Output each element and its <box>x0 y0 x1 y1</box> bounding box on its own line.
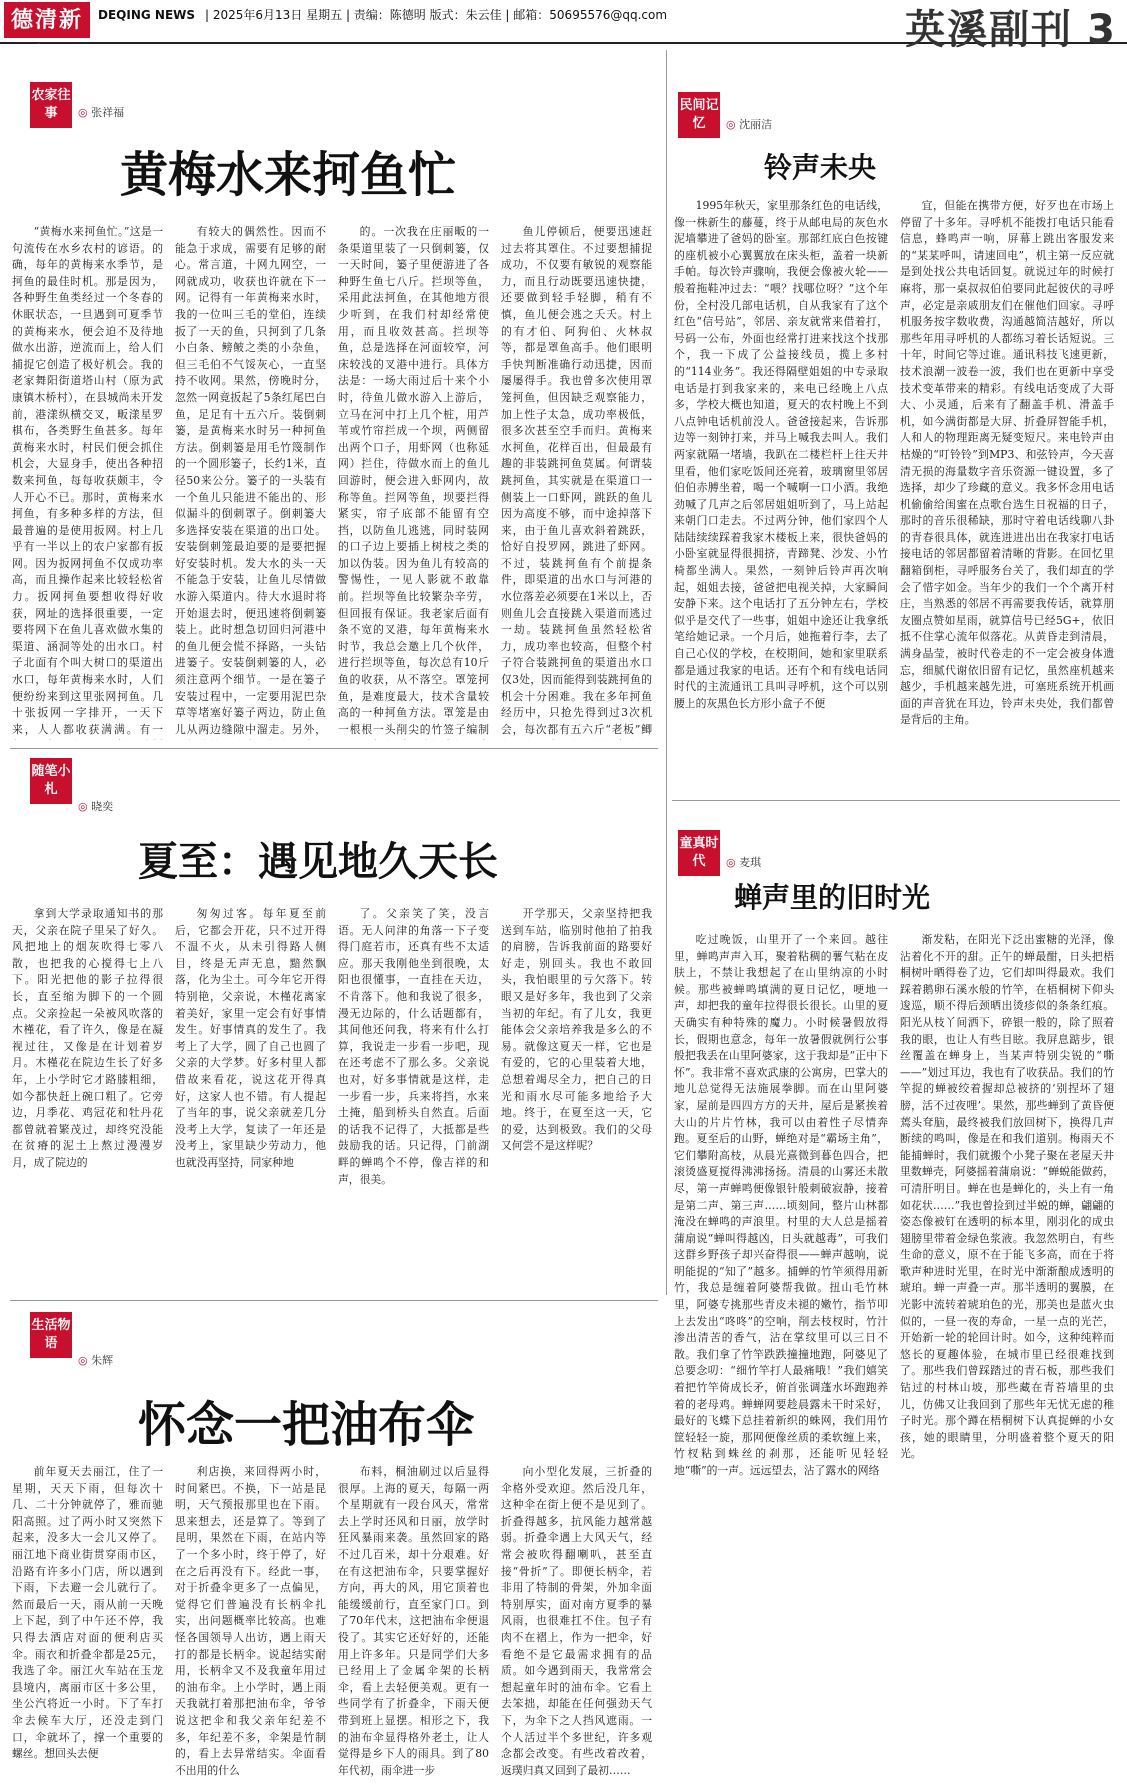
page-number: 3 <box>1087 7 1117 53</box>
section-header <box>905 0 1117 55</box>
article-summer-solstice <box>10 754 658 1294</box>
article-fishing <box>10 78 658 740</box>
article-column: 的。一次我在庄丽畈的一条渠道里装了一只倒刺篓，仅一天时间，篓子里便游进了各种野生鱼七八斤。拦坝等鱼，采用此法抲鱼，在其他地方很少听到，在我们村却经常使用，而且收效甚高。拦坝等鱼，总是选择在河面较窄，河床较浅的叉港中进行。具体方法是：一场大雨过后十来个小时，待鱼儿做水游入上游后，立马在河中打上几个桩，用芦苇或竹帘拦成一个坝，两侧留出两个口子，用虾网（也称延网）拦住，待做水而上的鱼儿回游时，便会进入虾网内，故称等鱼。拦网等鱼，坝要拦得紧实，帘子底部不能留有空挡，以防鱼儿逃逃，同时装网的口子边上要插上树枝之类的加以伪装。因为鱼儿有较高的警惕性，一见人影就不敢靠前。拦坝等鱼比较繁杂辛劳，但回报有保证。我老家后面有条不宽的叉港，每年黄梅来水时节，我总会邀上几个伙伴，进行拦坝等鱼，每次总有10斤鱼的收获，从不落空。罩笼抲鱼，是难度最大，技术含量较高的一种抲鱼方法。罩笼是由一根根一头削尖的竹签子编制 <box>338 225 489 736</box>
article-column: 匆匆过客。每年夏至前后，它都会开花，只不过开得不温不火，从未引得路人侧目，终是无声无息，黯然飘落，化为尘土。可今年它开得特别艳，父亲说，木槿花离家着美好，家里一定会有好事情发生。好事情真的发生了。我考上了大学，圆了自己也圆了父亲的大学梦。好多村里人都借故来看花，说这花开得真好，这家人也不错。有人提起了当年的事，说父亲就差几分没考上大学，复读了一年还是没考上，家里缺少劳动力，他也就没再坚持，同家种地 <box>175 907 326 1169</box>
article-column: 鱼儿停顿后，便要迅速赶过去将其罩住。不过要想捕捉成功，不仅要有敏锐的观察能力，而且行动既要迅速快捷，还要做到轻手轻脚，稍有不慎，鱼儿便会逃之夭夭。村上的有才伯、阿狗伯、火林叔等，都是罩鱼高手。他们眼明手快判断准确行动迅捷，因而屡屡得手。我也曾多次使用罩笼抲鱼，但因缺乏观察能力，加上性子太急，成功率极低，很多次甚至空手而归。黄梅来水抲鱼，花样百出，但最最有趣的非装跳抲鱼莫属。何谓装跳抲鱼，其实就是在渠道口一侧装上一口虾网，跳跃的鱼儿因为高度不够，而中途掉落下来，由于鱼儿喜欢斜着跳跃，恰好自投罗网，跳进了虾网。不过，装跳抲鱼有个前提条件，即渠道的出水口与河港的水位落差必须要在1米以上，否则鱼儿会直接跳入渠道而逃过一劫。装跳抲鱼虽然轻松省力，成功率也较高，但整个村子符合装跳抲鱼的渠道出水口仅3处，因而能得到装跳抲鱼的机会十分困难。我在多年抲鱼经历中，只抢先得到过3次机会，每次都有五六斤“老板”鲫 <box>501 225 652 736</box>
column-tag: 民间记忆 <box>678 92 720 138</box>
article-ringtone <box>672 78 1120 792</box>
column-tag: 随笔小札 <box>30 758 72 804</box>
section-name: 英溪副刊 <box>905 7 1074 53</box>
article-title: 黄梅水来抲鱼忙 <box>120 147 457 203</box>
masthead-info <box>98 6 667 23</box>
article-column: 渐发粘，在阳光下泛出蜜糖的光泽，像沾着化不开的甜。正午的蝉最酣，日头把梧桐树叶晒得卷了边，它们却叫得最欢。我们踩着鹅卵石溪水般的竹竿，在梧桐树下仰头逡巡，顺不得后颈晒出烫疹似的条条红痕。阳光从枝丫间洒下，碎银一般的，除了照着我的眼，也让人有些目眩。我屏息踮步，银丝覆盖在蝉身上，当某声特别尖锐的“嘶——”划过耳边，我也有了收获品。我们的竹竿捉的蝉被绞着握却总被挤的‘别捏坏了翅膀，活不过夜哩’。果然，那些蝉到了黄昏便蔫头耷脑，最终被我们放回树下，换得几声断续的鸣叫，像是在和我们道别。梅雨天不能捕蝉时，我们就搬个小凳子聚在老屋天井里数蝉壳，阿婆摇着蒲扇说：“蝉蜕能做药，可清肝明目。蝉在也是蝉化的，头上有一角如花状……”我也曾捡到过半蜕的蝉，翩翩的姿态像被钉在透明的标本里，刚羽化的成虫翅膀里带着金绿色浆液。我忽然明白，有些生命的意义，原不在于能飞多高，而在于将歌声种进时光里，在时光中渐渐酿成透明的琥珀。蝉一声叠一声。那半透明的翼膜，在光影中流转着琥珀色的光，那美也是蓝火虫似的，一昼一夜的寿命，一星一点的光芒，开始新一轮的轮回计时。如今，这种纯粹而悠长的夏趣体验，在城市里已经很难找到了。那些我们曾踩踏过的青石板，那些我们钻过的村林山坡，那些藏在青苔墙里的虫儿，仿佛又让我回到了那些年无忧无虑的稚子时光。那个蹲在梧桐树下认真捉蝉的小女孩，她的眼睛里，分明盛着整个夏天的阳光。 <box>900 933 1114 1461</box>
article-column: 1995年秋天，家里那条红色的电话线，像一株新生的藤蔓，终于从邮电局的灰色水泥墙攀进了爸妈的卧室。那部红底白色按键的座机被小心翼翼放在床头柜，盖着一块新手帕。每次铃声骤响，我便会像被火轮——般着拖鞋冲过去：“喂？找哪位呀？”这个年份，全村没几部电话机，自从我家有了这个红色“信号站”，邻居、亲友就常来借着打，号码一公布，外面也经常打进来找这个找那个，我一下成了公益接线员，揽上多村的“114业务”。我还得隔壁姐姐的中专录取电话是打到我家来的，来电已经晚上八点多，学校大概也知道，夏天的农村晚上不到八点钟电话机前没人。爸爸接起来，告诉那边等一刻钟打来，并马上喊我去叫人。我们两家就隔一堵墙，我趴在二楼栏杆上往天井里看，他们家吃饭间还亮着，玻璃窗里邻居伯伯赤膊坐着，喝一个喊啊一口小酒。我绝劲喊了几声之后邻居姐姐听到了，马上站起来朝门口走去。不过两分钟，他们家四个人陆陆续续踩着我家木楼板上来，很快爸妈的小卧室就显得很拥挤，青蹄凳、沙发、小竹椅都坐满人。果然，一刻钟后铃声再次响起，姐姐去接，爸爸把电视关掉，大家瞬间安静下来。这个电话打了五分钟左右，学校似乎是交代了一些事，姐姐中途还让我拿纸笔给她记录。一个月后，她拖着行李，去了自己心仪的学校，在校期间，她和家里联系都是通过我家的电话。还有个和有线电话同时代的主流通讯工具叫寻呼机，这个可以别腰上的灰黑色长方形小盒子不便 <box>674 199 888 710</box>
author: ◎ 沈丽洁 <box>726 116 772 132</box>
article-title: 怀念一把油布伞 <box>138 1397 475 1453</box>
column-tag: 童真时代 <box>678 830 720 876</box>
author: ◎ 晓奕 <box>78 798 113 814</box>
article-title: 夏至：遇见地久天长 <box>138 838 498 885</box>
article-column: 宜，但能在携带方便，好歹也在市场上停留了十多年。寻呼机不能拨打电话只能看信息，蜂鸣声一响，屏幕上跳出客服发来的“某某呼叫，请速回电”，机主第一反应就是到处找公共电话回复。就说过年的时候打麻将，那一桌叔叔伯伯要同此起彼伏的寻呼声，必定是亲戚朋友们在催他们回家。寻呼机服务按字数收费，沟通越简洁越好，所以那些年用寻呼机的人都练习着长话短说。三十年，时间它等过谁。通讯科技飞速更新，技术浪潮一波卷一波，我们也在更新中享受技术变革带来的精彩。有线电话变成了大哥大、小灵通，后来有了翻盖手机、滑盖手机，如今满街都是大屏、折叠屏智能手机，人和人的物理距离无疑变短尺。来电铃声由枯燥的“叮铃铃”到MP3、和弦铃声，今天喜清无损的海量数字音乐资源一键设置，多了选择，却少了珍藏的意义。我多怀念用电话机偷偷给闺蜜在点歌台选生日祝福的日子，那时的音乐很稀缺，那时守着电话线聊八卦的青春很具体，就连进进出出在我家打电话接电话的邻居都留着清晰的背影。在回忆里翻箱倒柜，寻呼服务台关了，我们却直的学会了惜字如金。当年少的我们一个个离开村庄，当熟悉的邻居不再需要我传话，就算朋友圈点赞如星雨，就算信号已经5G+，依旧抵不住掌心流年似落花。从黄昏走到清晨，满身晶莹，被时代卷走的不一定会被身体遗忘，细腻代谢依旧留有记忆，虽然座机越来越少，手机越来越先进，可塞班系统开机画面的声音犹在耳边，铃声未央处，我们都曾是背后的主角。 <box>900 199 1114 727</box>
issue-info: | 2025年6月13日 星期五 | 责编：陈德明 版式：朱云佳 | 邮箱：50695576@qq.com <box>205 8 668 22</box>
article-title: 蝉声里的旧时光 <box>734 881 931 914</box>
article-column: 开学那天，父亲坚持把我送到车站，临别时他拍了拍我的肩膀，告诉我前面的路要好好走，别回头。我也不敢回头，我怕眼里的亏欠落下。转眼又是好多年，我也到了父亲当初的年纪。有了儿女，我更能体会父亲培养我是多么的不易。就像这夏天一样，它也是有爱的，它的心里装着大地，总想着竭尽全力，把自己的日光和雨水尽可能多地给予大地。终于，在夏至这一天，它的爱，达到极致。我们的父母又何尝不是这样呢？ <box>501 907 652 1153</box>
article-cicada <box>672 806 1120 1786</box>
article-column: 吃过晚饭，山里开了一个来回。越往里，蝉鸣声声入耳，聚着粘稠的薯气粘在皮肤上，不禁让我想起了在山里纳凉的小时候。那些被蝉鸣填满的夏日记忆，哽地一声，却把我的童年拉得很长很长。山里的夏天确实有种特殊的魔力。小时候暑假放得长，假期也意念，每年一放暑假就例行公事般把我丢在山里阿婆家，这于我却是“正中下怀”。我非常不喜欢武康的公寓房，巴掌大的地儿总觉得无法施展拳脚。而在山里阿婆家，屋前是四四方方的天井，屋后是紧挨着大山的片片竹林，我可以由着性子尽情奔跑。夏至后的山野，蝉绝对是“霸场主角”，它们攀附高枝，从晨光熹微到暮色四合，把滚烫盛夏搅得沸沸扬扬。清晨的山雾还未散尽，第一声蝉鸣便像银针般刺破寂静，接着是第二声、第三声……顷刻间，整片山林都淹没在蝉鸣的声浪里。村里的大人总是摇着蒲扇说“蝉叫得越凶，日头就越毒”，可我们这群乡野孩子却兴奋得很——蝉声越响，说明能捉的“知了”越多。捕蝉的竹竿须得用新竹，我总是缠着阿婆帮我做。扭山毛竹林里，阿婆专挑那些青皮未褪的嫩竹，指节叩上去发出“咚咚”的空响，削去枝杈时，竹汁渗出清苦的香气，沾在掌纹里可以三日不散。我们拿了竹竿跌跌撞撞地跑，阿婆见了总要念叨：“细竹竿打人最痛哦！”我们嬉笑着把竹竿倚成长矛，俯首张调蓬水坏跑跑养着的老母鸡。蝉蝉网要趁晨露未干时采好，最好的飞蝶下总挂着新织的蛛网，我们用竹筐轻轻一旋，那网便像丝质的柔软缠上来，竹杈粘到蛛丝的刹那，还能听见轻轻地“嘶”的一声。远远望去，沾了露水的网络 <box>674 933 888 1477</box>
section-divider <box>672 800 1120 801</box>
column-tag: 农家往事 <box>30 82 72 128</box>
article-umbrella <box>10 1306 658 1786</box>
article-column: 有较大的偶然性。因而不能急于求成，需要有足够的耐心。常言道，十网九网空，一网就成功，收获也许就在下一网。记得有一年黄梅来水时，我的一位叫三毛的堂伯，连续扳了一天的鱼，只抲到了几条小白条、鳑鲏之类的小杂鱼，但三毛伯不气馁灰心，一直坚持不收网。果然，傍晚时分，忽然一网竟扳起了5条红尾巴白鱼，足足有十五六斤。装倒刺篓，是黄梅来水时另一种抲鱼方法。倒刺篓是用毛竹篾制作的一个圆形篓子，长约1米，直径50来公分。篓子的一头装有一个鱼儿只能进不能出的、形似漏斗的倒刺罩子。倒刺篓大多选择安装在渠道的出口处。安装倒刺笼最迫要的是要把握好安装时机。发大水的头一天不能急于安装，让鱼儿尽情做水游入渠道内。待大水退时将开始退去时，便迅速将倒刺篓装上。此时想急切回归河港中的鱼儿便会慌不择路，一头钻进篓子。安装倒刺篓的人，必须注意两个细节。一是在篓子安装过程中，一定要用泥巴杂草等堵塞好篓子两边，防止鱼儿从两边缝隙中溜走。另外， <box>175 225 326 736</box>
article-column: 了。父亲笑了笑，没言语。无人问津的角落一下子变得门庭若市，还真有些不太适应。那天我刚他坐到很晚，太阳也很懂事，一直挂在天边，不肯落下。他和我说了很多，漫无边际的，什么话题都有，其间他还问我，将来有什么打算，我说走一步看一步吧，现在还考虑不了那么多。父亲说也对，好多事情就是这样，走一步看一步，兵来将挡，水来土掩，船到桥头自然直。后面的话我不记得了，大抵都是些鼓励我的话。只记得，门前湖畔的蝉鸣个不停，像吉祥的和声，很美。 <box>338 907 489 1186</box>
column-tag: 生活物语 <box>30 1312 72 1358</box>
masthead <box>0 0 1127 69</box>
column-divider <box>666 50 667 1295</box>
article-column: 利店换，来回得两小时，时间紧巴。不换，下一站是昆明，天气预报那里也在下雨。思来想去，还是算了。等到了昆明，果然在下雨，在站内等了一个多小时，终于停了，好在之后再没有下。经此一事，对于折叠伞更多了一点偏见，觉得它们普遍没有长柄伞扎实，出问题概率比较高。也难怪各国领导人出访，遇上雨天打的都是长柄伞。说起结实耐用，长柄伞又不及我童年用过的油布伞。上小学时，遇上雨天我就打着那把油布伞，爷爷说这把伞和我父亲年纪差不多，年纪差不多，伞架是竹制的，看上去异常结实。伞面看不出用的什么 <box>175 1465 326 1777</box>
author: ◎ 张祥福 <box>78 104 124 120</box>
section-divider <box>10 748 658 749</box>
article-column: 向小型化发展，三折叠的伞格外受欢迎。然后没几年，这种伞在街上便不是见到了。折叠得越多，抗风能力越常越弱。折叠伞遇上大风天气，经常会被吹得翻喇叭，甚至直接“骨折”了。即便长柄伞，若非用了特制的骨架，外加伞面特别厚实，面对南方夏季的暴风雨，也很难扛不住。包子有肉不在褶上，作为一把伞，好看绝不是它最需求拥有的品质。如今遇到雨天，我常常会想起童年时的油布伞。它看上去笨拙，却能在任何强劲天气下，为伞下之人挡风遮雨。一个人活过半个多世纪，许多观念都会改变。有些改着改着，返璞归真又回到了最初…… <box>501 1465 652 1777</box>
article-column: “黄梅水来抲鱼忙。”这是一句流传在水乡农村的谚语。的确，每年的黄梅来水季节，是抲鱼的最佳时机。那是因为，各种野生鱼类经过一个冬春的休眠状态，一旦遇到可夏季节的黄梅来水，便会迫不及待地做水出游，逆流而上，给人们捕捉它创造了极好机会。我的老家舞阳街道塔山村（原为武康镇木桥村），在县城尚未开发前，港漾纵横交叉，畈漾星罗棋布，各类野生鱼甚多。每年黄梅来水时，村民们便会抓住机会，大显身手，使出各种招数来抲鱼，每每收获颇丰，令人开心不已。那时，黄梅来水抲鱼，有多种多样的方法，但最普遍的是使用扳网。村上几乎有一半以上的农户家都有扳网。因为扳网抲鱼不仅成功率高，而且操作起来比较轻松省力。扳网抲鱼要想收得好收获，网址的选择很重要，一定要将网下在鱼儿喜欢做水集的渠道、涵洞等处的出水口。村子北面有个叫大树口的渠道出水口，每年黄梅来水时，人们便纷纷来到这里张网抲鱼。几十张扳网一字排开，一天下来，人人都收获满满。有一 <box>12 225 163 736</box>
article-title: 铃声未央 <box>764 151 877 184</box>
article-column: 拿到大学录取通知书的那天，父亲在院子里呆了好久。风把地上的烟灰吹得七零八散，也把我的心搅得七上八下。阳光把他的影子拉得很长，直至缩为脚下的一个圆点。父亲捡起一朵被风吹落的木槿花，看了许久，像是在凝视过往，又像是在计划着岁月。木槿花在院边生长了好多年，上小学时它才路膝粗细，如今都快赶上碗口粗了。它旁边，月季花、鸡冠花和牡丹花都曾就着繁茂过，却终究没能在贫瘠的泥土上熬过漫漫岁月，成了院边的 <box>12 907 163 1169</box>
article-column: 前年夏天去丽江，住了一星期，天天下雨，但每次十几、二十分钟就停了，雅而驰阳高照。过了两小时又突然下起来，没多大一会儿又停了。丽江地下商业街贯穿雨市区，沿路有许多小门店，所以遇到下雨，下去避一会儿就行了。然而最后一天，雨从前一天晚上下起，到了中午还不停，我只得去酒店对面的便利店买伞。雨衣和折叠伞都是25元，我选了伞。丽江火车站在玉龙县境内，离丽市区十多公里，坐公汽将近一小时。下了车打伞去候车大厅，还没走到门口，伞就坏了，撑一个重要的螺丝。想回头去便 <box>12 1465 163 1761</box>
section-divider <box>10 1300 658 1301</box>
article-column: 布料，桐油刷过以后显得很厚。上海的夏天，每隔一两个星期就有一段台风天，常常去上学时还风和日丽，放学时狂风暴雨来袭。虽然回家的路不过几百米，却十分艰难。好在有这把油布伞，只要掌握好方向，再大的风，用它顶着也能缓缓前行，直至家门口。到了70年代末，这把油布伞便退役了。其实它还好好的，还能用上许多年。只是同学们大多已经用上了金属伞架的长柄伞，看上去轻便美观。更有一些同学有了折叠伞，下雨天便带到班上显摆。相形之下，我的油布伞显得格外老土，让人觉得是乡下人的雨具。到了80年代初，雨伞进一步 <box>338 1465 489 1777</box>
author: ◎ 朱辉 <box>78 1352 113 1368</box>
newspaper-logo: 德清新闻 <box>4 2 90 38</box>
paper-name: DEQING NEWS <box>98 8 196 22</box>
author: ◎ 麦琪 <box>726 854 761 870</box>
